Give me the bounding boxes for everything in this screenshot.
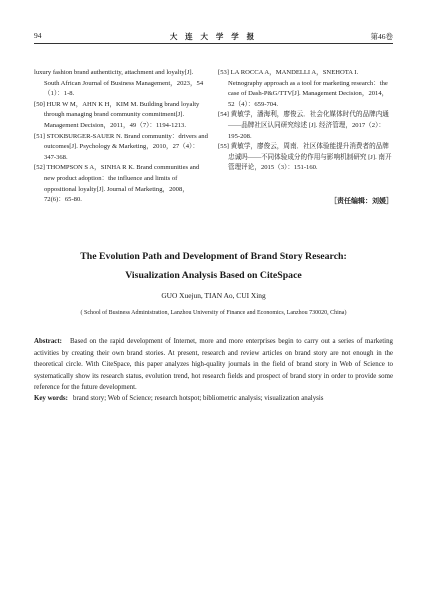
keywords-text: brand story; Web of Science; research hotspot; bibliometric analysis; visualization analysis: [73, 395, 324, 402]
reference-entry: [50] HUR W M，AHN K H，KIM M. Building brand loyalty through managing brand community commitment[J]. Management Decision，2011，49（7）：1194-1213.: [34, 100, 200, 129]
reference-entry: [51] STOKBURGER-SAUER N. Brand community：drivers and outcomes[J]. Psychology & Marketing，2010，27（4）：347-368.: [34, 132, 208, 161]
references-left-column: [34, 68, 208, 206]
title-line-2: Visualization Analysis Based on CiteSpace: [125, 270, 302, 281]
abstract-text: Based on the rapid development of Internet, more and more enterprises begin to carry out a series of marketing activities by creating their own brand stories. At present, research and review articles on brand story are not enough in the theoretical circle. With CiteSpace, this paper analyzes high-quality journals in the field of brand story in Web of Science to systematically show its research status, evolution trend, hot research fields and prospect of brand story in order to provide some reference for the future development.: [34, 338, 393, 392]
reference-entry: [55] 黄敏学，廖俊云，周南．社区体验能提升消费者的品牌忠诚吗——不同体验成分的作用与影响机制研究 [J]. 南开管理评论，2015（3）：151-160.: [218, 143, 392, 172]
reference-entry: luxury fashion brand authenticity, attachment and loyalty[J]. South African Journal of Business Management，2023，54（1）：1-8.: [34, 69, 204, 98]
header-rule: [34, 43, 393, 44]
reference-entry: [52] THOMPSON S A，SINHA R K. Brand communities and new product adoption：the influence and limits of oppositional loyalty[J]. Journal of Marketing，2008，72(6)：65-80.: [34, 164, 200, 204]
keywords-label: Key words:: [34, 395, 68, 402]
article-title: [20, 247, 407, 285]
title-line-1: The Evolution Path and Development of Brand Story Research:: [80, 251, 347, 262]
affiliation: ( School of Business Administration, Lanzhou University of Finance and Economics, Lanzhou 730020, China): [80, 310, 347, 316]
journal-name: 大 连 大 学 学 报: [169, 32, 258, 41]
authors: GUO Xuejun, TIAN Ao, CUI Xing: [161, 291, 266, 300]
abstract: [34, 336, 393, 394]
page-number: 94: [34, 31, 42, 40]
references-right-column: [218, 68, 393, 174]
running-header: [34, 28, 393, 42]
reference-entry: [53] LA ROCCA A，MANDELLI A，SNEHOTA I. Netnography approach as a tool for marketing research：the case of Dash-P&G/TTV[J]. Management Decision，2014，52（4）：659-704.: [218, 69, 389, 108]
volume-number: 第46卷: [370, 32, 393, 41]
keywords: [34, 393, 393, 405]
editor-note: ［责任编辑：刘媛］: [330, 197, 393, 205]
reference-entry: [54] 黄敏学，潘海利，廖俊云．社会化媒体时代的品牌内通——品牌社区认同研究综述 [J]. 经济管理，2017（2）：195-208.: [218, 111, 389, 140]
abstract-label: Abstract:: [34, 338, 62, 345]
